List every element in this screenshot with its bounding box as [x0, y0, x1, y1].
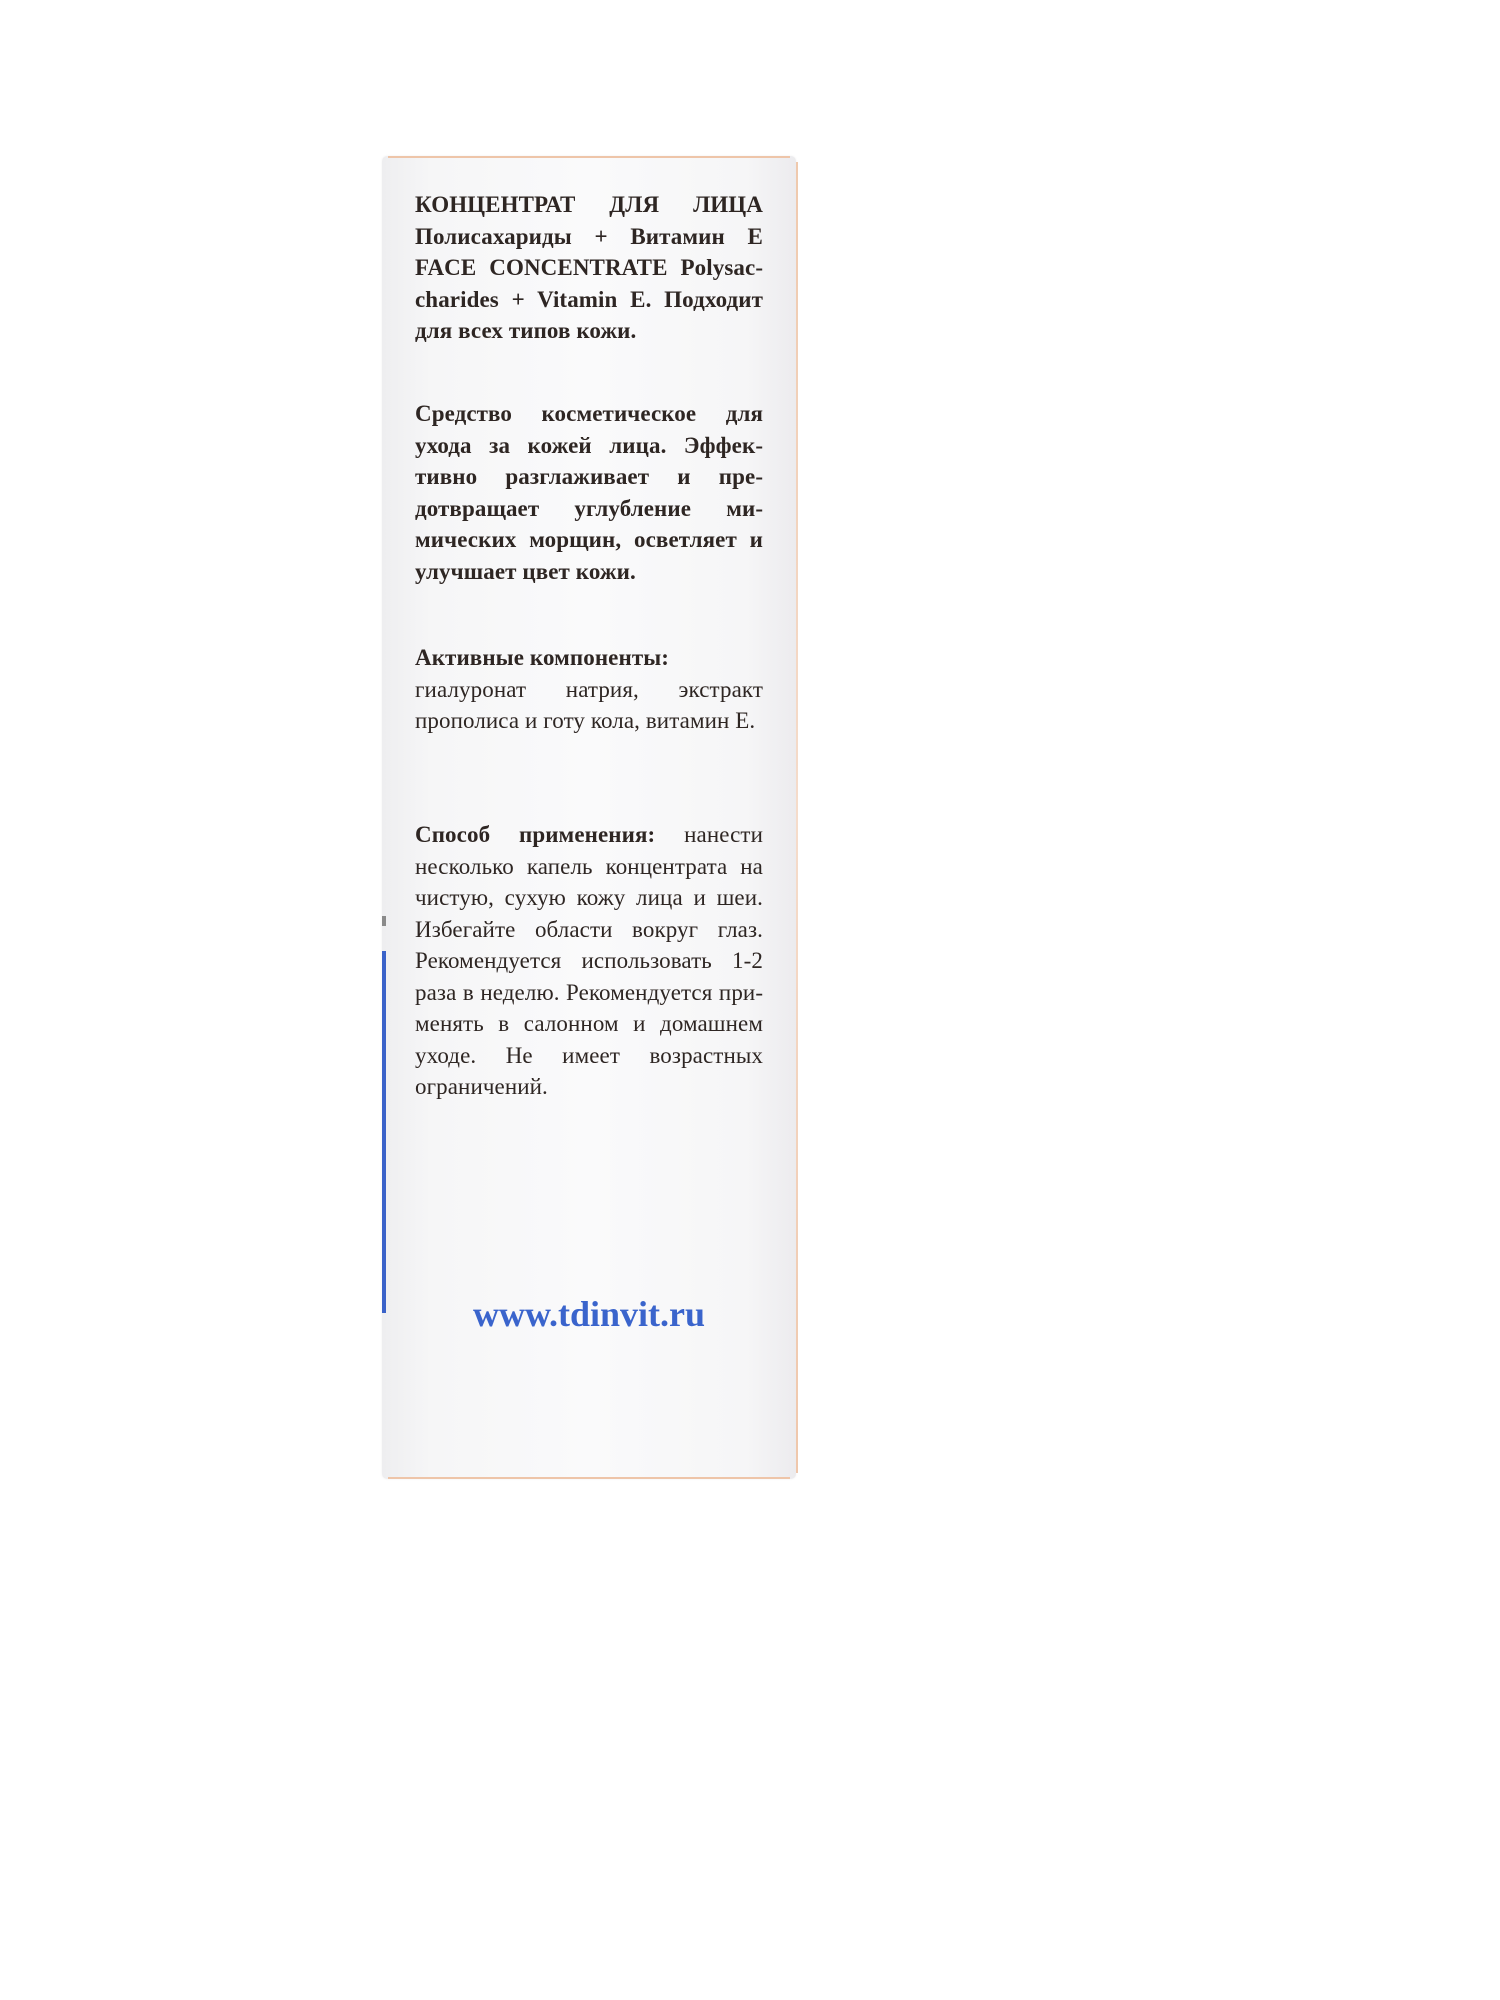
- active-components: [415, 642, 763, 737]
- box-top-edge: [388, 156, 790, 158]
- product-title: КОНЦЕНТРАТ ДЛЯ ЛИЦА Полисахариды + Витамин Е FACE CONCENTRATE Polysaccharides + Vitamin E. Подходит для всех типов кожи.: [415, 192, 763, 343]
- website-url: www.tdinvit.ru: [472, 1294, 706, 1334]
- box-bottom-edge: [388, 1477, 790, 1479]
- product-box-side: [382, 156, 796, 1479]
- blue-edge-stripe: [382, 951, 386, 1313]
- usage-text: нанести несколько капель концентрата на чистую, сухую кожу лица и шеи. Избегайте области вокруг глаз. Рекомендуется использовать 1-2 раза в неделю. Рекомендуется применять в салонном и домашнем уходе. Не имеет возрастных ограничений.: [415, 822, 763, 1099]
- active-components-label: Активные компоненты:: [415, 645, 670, 670]
- box-edge-mark: [382, 916, 386, 926]
- product-description: Средство косметическое для ухода за кожей лица. Эффективно разглаживает и предотвращает углубление мимических морщин, осветляет и улучшает цвет кожи.: [415, 401, 763, 584]
- usage-label: Способ применения:: [415, 822, 656, 847]
- usage-instructions: [415, 819, 763, 1103]
- active-components-text: гиалуронат натрия, экстракт прополиса и готу кола, витамин Е.: [415, 676, 763, 733]
- box-right-edge: [796, 162, 798, 1473]
